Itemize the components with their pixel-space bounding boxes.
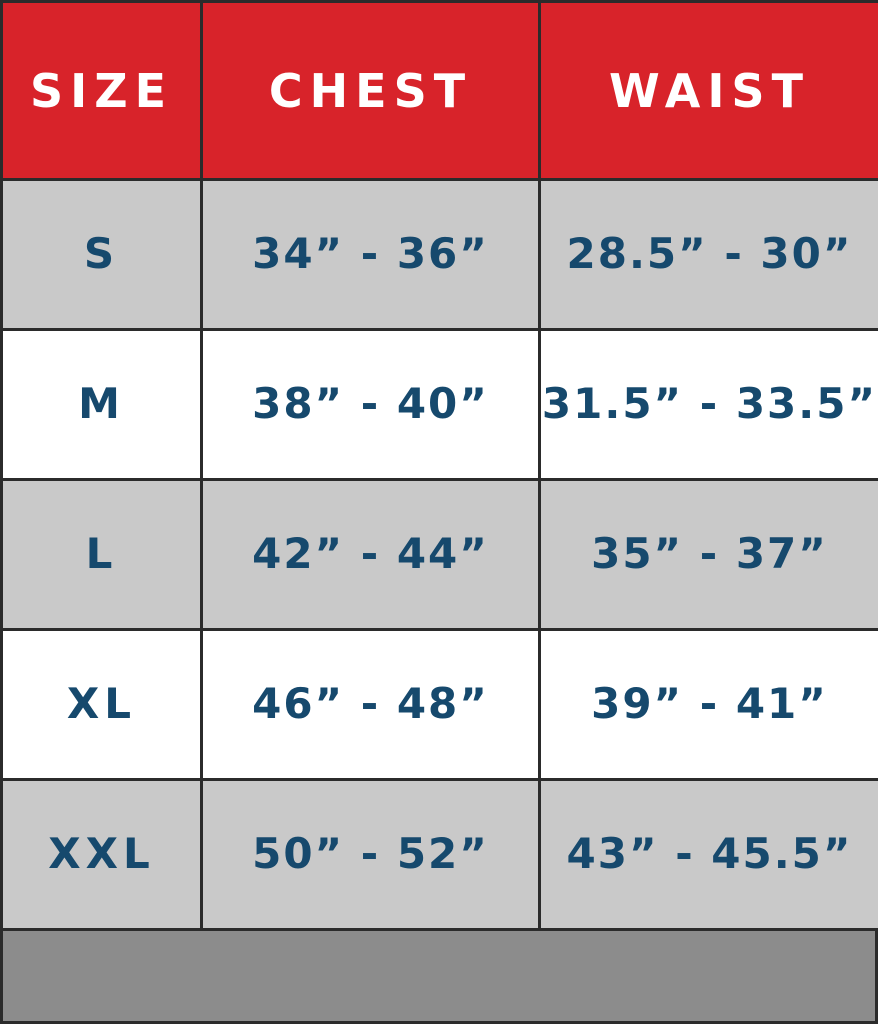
cell-chest: 34” - 36”	[202, 180, 540, 330]
cell-chest: 42” - 44”	[202, 480, 540, 630]
table-row	[2, 330, 878, 480]
cell-size: L	[2, 480, 202, 630]
cell-chest: 46” - 48”	[202, 630, 540, 780]
cell-chest: 38” - 40”	[202, 330, 540, 480]
table-row	[2, 780, 878, 930]
footer-bar	[0, 931, 878, 1024]
cell-size: S	[2, 180, 202, 330]
header-row	[2, 2, 878, 180]
table-header	[2, 2, 878, 180]
cell-size: XXL	[2, 780, 202, 930]
table-body	[2, 180, 878, 930]
cell-size: XL	[2, 630, 202, 780]
column-header-size: SIZE	[2, 2, 202, 180]
cell-chest: 50” - 52”	[202, 780, 540, 930]
table-row	[2, 480, 878, 630]
cell-waist: 43” - 45.5”	[540, 780, 878, 930]
column-header-chest: CHEST	[202, 2, 540, 180]
column-header-waist: WAIST	[540, 2, 878, 180]
cell-waist: 28.5” - 30”	[540, 180, 878, 330]
cell-waist: 31.5” - 33.5”	[540, 330, 878, 480]
cell-waist: 39” - 41”	[540, 630, 878, 780]
cell-waist: 35” - 37”	[540, 480, 878, 630]
table-row	[2, 630, 878, 780]
cell-size: M	[2, 330, 202, 480]
table-row	[2, 180, 878, 330]
